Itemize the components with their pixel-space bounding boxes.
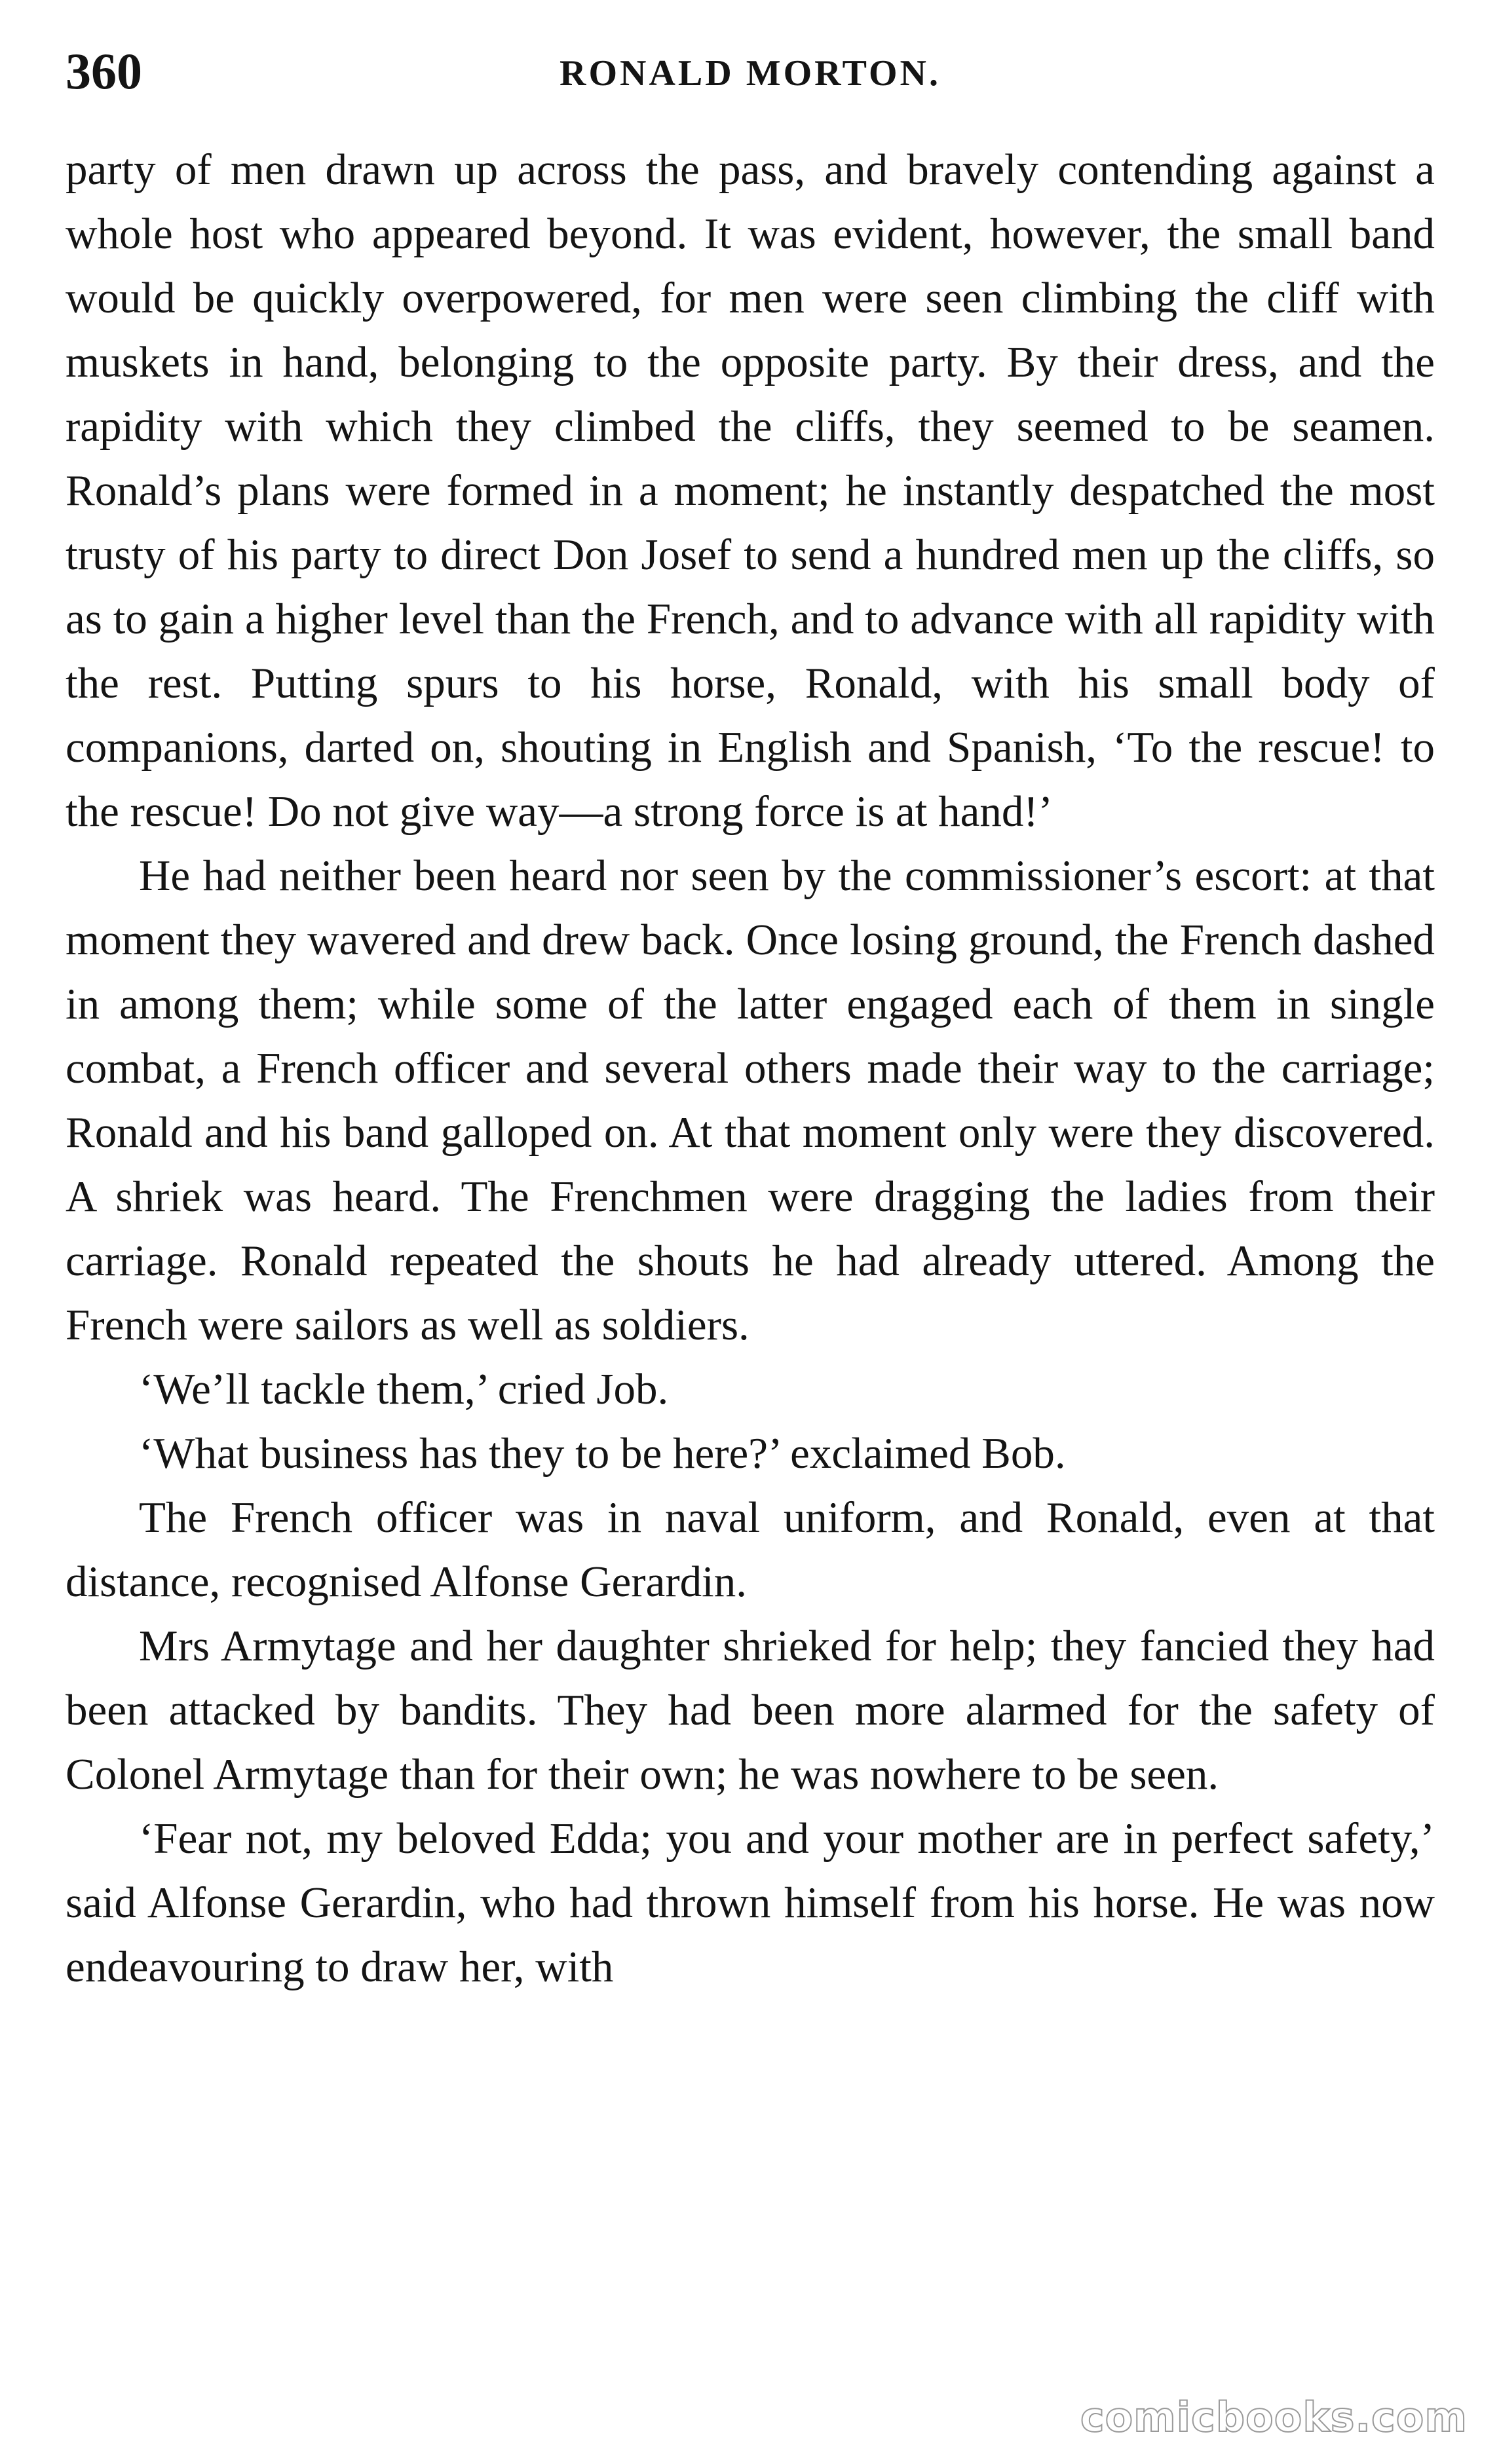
- paragraph: ‘We’ll tackle them,’ cried Job.: [139, 1365, 669, 1413]
- paragraph: ‘Fear not, my beloved Edda; you and your mother are in perfect safety,’ said Alfonse Gerardin, who had thrown himself from his horse. He was now endeavouring to draw her, with: [66, 1814, 1435, 1991]
- paragraph: He had neither been heard nor seen by the commissioner’s escort: at that moment they wavered and drew back. Once losing ground, the French dashed in among them; while some of the latter engaged each of them in single combat, a French officer and several others made their way to the carriage; Ronald and his band galloped on. At that moment only were they discovered. A shriek was heard. The Frenchmen were dragging the ladies from their carriage. Ronald repeated the shouts he had already uttered. Among the French were sailors as well as soldiers.: [66, 851, 1435, 1349]
- paragraph: party of men drawn up across the pass, and bravely contending against a whole host who appeared beyond. It was evident, however, the small band would be quickly overpowered, for men were seen climbing the cliff with muskets in hand, belonging to the opposite party. By their dress, and the rapidity with which they climbed the cliffs, they seemed to be seamen. Ronald’s plans were formed in a moment; he instantly despatched the most trusty of his party to direct Don Josef to send a hundred men up the cliffs, so as to gain a higher level than the French, and to advance with all rapidity with the rest. Putting spurs to his horse, Ronald, with his small body of companions, darted on, shouting in English and Spanish, ‘To the rescue! to the rescue! Do not give way—a strong force is at hand!’: [66, 145, 1435, 836]
- paragraph: The French officer was in naval uniform, and Ronald, even at that distance, recognised Alfonse Gerardin.: [66, 1493, 1435, 1606]
- watermark: comicbooks.com: [1080, 2393, 1468, 2441]
- body-text: [66, 138, 1435, 1999]
- paragraph: ‘What business has they to be here?’ exclaimed Bob.: [139, 1429, 1066, 1478]
- running-head: RONALD MORTON.: [560, 53, 941, 94]
- page-number: 360: [66, 43, 142, 100]
- page-header: [66, 43, 1435, 124]
- paragraph: Mrs Armytage and her daughter shrieked for help; they fancied they had been attacked by bandits. They had been more alarmed for the safety of Colonel Armytage than for their own; he was nowhere to be seen.: [66, 1622, 1435, 1799]
